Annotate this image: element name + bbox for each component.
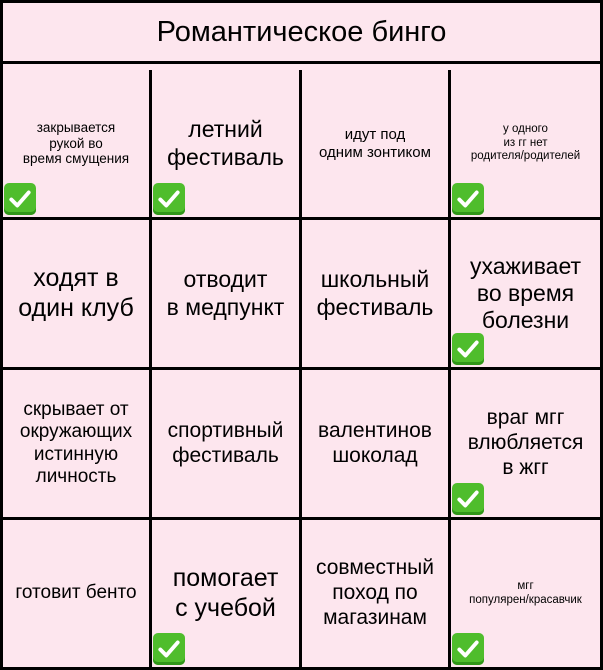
bingo-cell[interactable] — [152, 70, 302, 220]
check-mark-icon — [153, 633, 185, 665]
bingo-cell-text: летний фестиваль — [167, 116, 284, 170]
bingo-cell-text: спортивный фестиваль — [167, 418, 284, 467]
check-mark-icon — [153, 183, 185, 215]
bingo-cell[interactable] — [451, 70, 600, 220]
bingo-cell[interactable] — [152, 370, 302, 520]
bingo-cell-text: скрывает от окружающих истинную личность — [19, 398, 133, 487]
bingo-cell[interactable] — [152, 520, 302, 667]
bingo-cell-text: школьный фестиваль — [316, 266, 434, 320]
bingo-cell[interactable] — [152, 220, 302, 370]
bingo-cell[interactable] — [3, 520, 152, 667]
bingo-cell[interactable] — [302, 70, 451, 220]
bingo-cell[interactable] — [451, 370, 600, 520]
bingo-cell[interactable] — [451, 220, 600, 370]
check-mark-icon — [452, 633, 484, 665]
check-mark-icon — [4, 183, 36, 215]
check-mark-icon — [452, 333, 484, 365]
bingo-cell[interactable] — [3, 220, 152, 370]
bingo-cell[interactable] — [302, 520, 451, 667]
bingo-title: Романтическое бинго — [3, 3, 600, 64]
bingo-cell[interactable] — [302, 220, 451, 370]
check-mark-icon — [452, 483, 484, 515]
bingo-cell-text: отводит в медпункт — [166, 266, 285, 320]
bingo-cell[interactable] — [451, 520, 600, 667]
bingo-cell[interactable] — [3, 70, 152, 220]
bingo-grid — [3, 70, 600, 667]
bingo-cell[interactable] — [3, 370, 152, 520]
bingo-cell-text: идут под одним зонтиком — [319, 125, 431, 161]
bingo-cell-text: готовит бенто — [15, 582, 137, 604]
bingo-cell[interactable] — [302, 370, 451, 520]
bingo-cell-text: мгг популярен/красавчик — [469, 579, 582, 606]
bingo-cell-text: помогает с учебой — [172, 564, 279, 622]
bingo-cell-text: ходят в один клуб — [18, 264, 134, 322]
bingo-cell-text: валентинов шоколад — [318, 418, 432, 467]
check-mark-icon — [452, 183, 484, 215]
bingo-cell-text: у одного из гг нет родителя/родителей — [470, 123, 581, 163]
bingo-cell-text: закрывается рукой во время смущения — [22, 119, 130, 167]
bingo-cell-text: враг мгг влюбляется в жгг — [467, 406, 584, 479]
bingo-cell-text: совместный поход по магазинам — [316, 556, 434, 629]
bingo-cell-text: ухаживает во время болезни — [469, 252, 582, 334]
